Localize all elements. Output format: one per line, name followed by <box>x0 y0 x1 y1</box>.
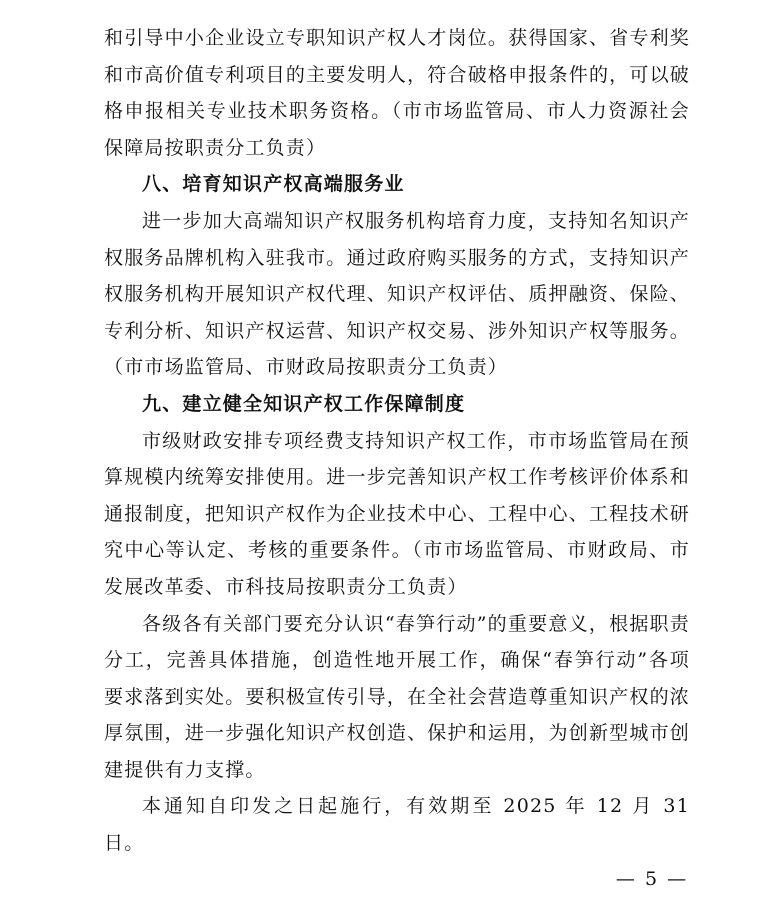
section-heading-8: 八、培育知识产权高端服务业 <box>142 173 405 196</box>
document-body <box>104 20 690 862</box>
paragraph-section-8: 进一步加大高端知识产权服务机构培育力度，支持知名知识产权服务品牌机构入驻我市。通过政府购买服务的方式，支持知识产权服务机构开展知识产权代理、知识产权评估、质押融资、保险、专利分析、知识产权运营、知识产权交易、涉外知识产权等服务。（市市场监管局、市财政局按职责分工负责） <box>104 209 690 379</box>
paragraph-requirements: 各级各有关部门要充分认识“春笋行动”的重要意义，根据职责分工，完善具体措施，创造性地开展工作，确保“春笋行动”各项要求落到实处。要积极宣传引导，在全社会营造尊重知识产权的浓厚氛围，进一步强化知识产权创造、保护和运用，为创新型城市创建提供有力支撑。 <box>104 612 690 781</box>
page-number: — 5 — <box>615 868 689 890</box>
paragraph-continuation: 和引导中小企业设立专职知识产权人才岗位。获得国家、省专利奖和市高价值专利项目的主要发明人，符合破格申报条件的，可以破格申报相关专业技术职务资格。（市市场监管局、市人力资源社会保障局按职责分工负责） <box>104 27 690 159</box>
paragraph-effective-date: 本通知自印发之日起施行，有效期至 2025 年 12 月 31 日。 <box>104 795 690 855</box>
paragraph-section-9: 市级财政安排专项经费支持知识产权工作，市市场监管局在预算规模内统筹安排使用。进一步完善知识产权工作考核评价体系和通报制度，把知识产权作为企业技术中心、工程中心、工程技术研究中心等认定、考核的重要条件。（市市场监管局、市财政局、市发展改革委、市科技局按职责分工负责） <box>104 429 690 598</box>
section-heading-9: 九、建立健全知识产权工作保障制度 <box>142 392 466 415</box>
